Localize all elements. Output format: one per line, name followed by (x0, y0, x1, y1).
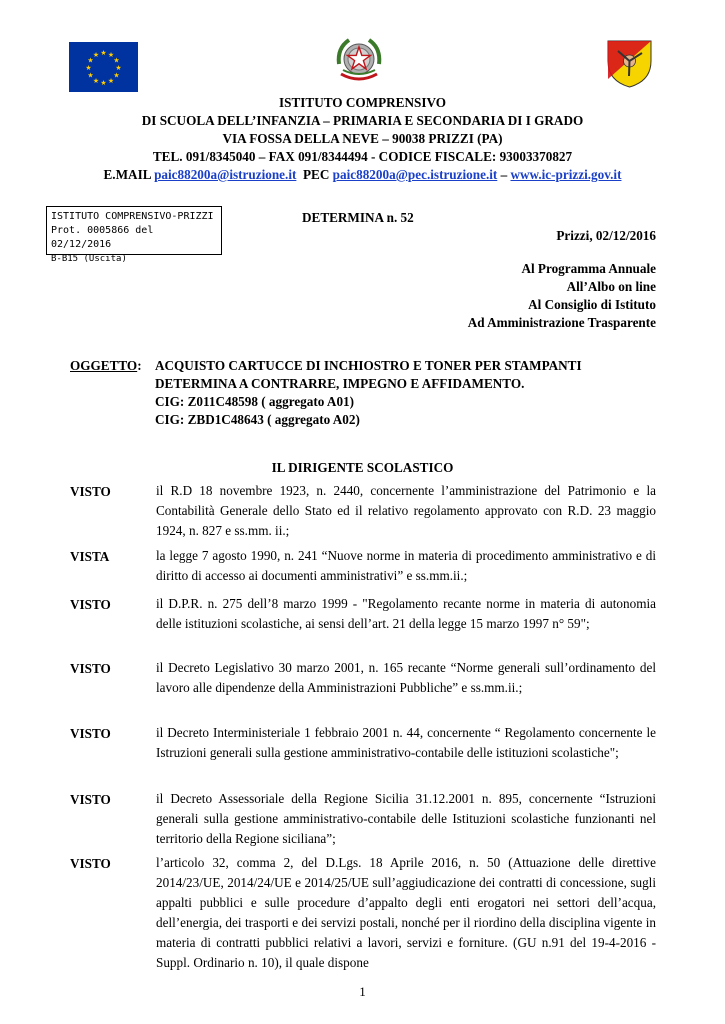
recipients-list (468, 260, 656, 332)
page-number: 1 (359, 984, 366, 999)
visto-label: VISTO (70, 661, 111, 676)
stamp-class: B-B15 (Uscita) (51, 254, 127, 264)
dirigente-heading: IL DIRIGENTE SCOLASTICO (271, 460, 454, 475)
institute-phone-fax-cf: TEL. 091/8345040 – FAX 091/8344494 - CODICE FISCALE: 93003370827 (152, 149, 573, 164)
recipient-item: Ad Amministrazione Trasparente (467, 315, 656, 330)
visto-label: VISTO (70, 856, 111, 871)
email-label: E.MAIL (103, 167, 151, 182)
subject-label: OGGETTO: (70, 358, 142, 373)
recipient-item: All’Albo on line (566, 279, 656, 294)
stamp-institute: ISTITUTO COMPRENSIVO-PRIZZI (51, 211, 214, 222)
determina-number: DETERMINA n. 52 (302, 210, 414, 225)
eu-flag-logo (69, 42, 138, 92)
subject-line: DETERMINA A CONTRARRE, IMPEGNO E AFFIDAMENTO. (155, 376, 525, 391)
visto-text: il R.D 18 novembre 1923, n. 2440, concernente l’amministrazione del Patrimonio e la Contabilità Generale dello Stato ed il relativo regolamento approvato con R.D. 23 maggio 1924, n. 827 e ss.mm. ii.; (156, 483, 656, 538)
eu-star-icon: ★ (113, 71, 120, 80)
website-link[interactable]: www.ic-prizzi.gov.it (510, 167, 622, 182)
visto-text: la legge 7 agosto 1990, n. 241 “Nuove norme in materia di procedimento amministrativo e di diritto di accesso ai documenti amministrativi” e ss.mm.ii.; (156, 548, 656, 583)
visto-label: VISTO (70, 484, 111, 499)
eu-star-icon: ★ (87, 71, 94, 80)
stamp-protocol: Prot. 0005866 del 02/12/2016 (51, 225, 154, 250)
eu-star-icon: ★ (107, 76, 115, 85)
eu-star-icon: ★ (92, 51, 100, 60)
sicily-region-logo (606, 39, 653, 89)
subject-line: CIG: Z011C48598 ( aggregato A01) (155, 394, 355, 409)
visto-text: l’articolo 32, comma 2, del D.Lgs. 18 Aprile 2016, n. 50 (Attuazione delle direttive 2014/23/UE, 2014/24/UE e 2014/25/UE sull’aggiudicazione dei contratti di concessione, sugli appalti pubblici e sulle procedure d’appalto degli enti erogatori nei settori dell’acqua, dell’energia, dei trasporti e dei servizi postali, nonché per il riordino della disciplina vigente in materia di contratti pubblici relativi a lavori, servizi e forniture. (GU n.91 del 19-4-2016 - Suppl. Ordinario n. 10), il quale dispone (156, 855, 656, 970)
institute-name: ISTITUTO COMPRENSIVO (279, 95, 446, 110)
eu-star-icon: ★ (87, 56, 94, 65)
eu-star-icon: ★ (115, 64, 122, 72)
institute-school-type: DI SCUOLA DELL’INFANZIA – PRIMARIA E SECONDARIA DI I GRADO (141, 113, 584, 128)
subject-lines (155, 357, 582, 429)
visto-text: il Decreto Assessoriale della Regione Sicilia 31.12.2001 n. 895, concernente “Istruzioni generali sulla gestione amministrativo-contabile delle Istituzioni scolastiche funzionanti nel territorio della Regione siciliana”; (156, 791, 656, 846)
visto-text: il Decreto Legislativo 30 marzo 2001, n. 165 recante “Norme generali sull’ordinamento del lavoro alle dipendenze della Amministrazioni Pubbliche” e ss.mm.ii.; (156, 660, 656, 695)
place-date: Prizzi, 02/12/2016 (556, 228, 656, 243)
eu-star-icon: ★ (107, 51, 115, 60)
visto-text: il D.P.R. n. 275 dell’8 marzo 1999 - "Regolamento recante norme in materia di autonomia delle istituzioni scolastiche, ai sensi dell’art. 21 della legge 15 marzo 1997 n° 59"; (156, 596, 656, 631)
visto-label: VISTO (70, 597, 111, 612)
eu-star-icon: ★ (100, 49, 107, 57)
subject-line: ACQUISTO CARTUCCE DI INCHIOSTRO E TONER PER STAMPANTI (155, 358, 582, 373)
eu-star-icon: ★ (85, 64, 92, 72)
visto-label: VISTO (70, 792, 111, 807)
institute-contacts (0, 166, 725, 184)
italian-republic-emblem (333, 34, 385, 86)
subject-line: CIG: ZBD1C48643 ( aggregato A02) (155, 412, 360, 427)
eu-star-icon: ★ (113, 56, 120, 65)
pec-label: PEC (302, 167, 330, 182)
eu-star-icon: ★ (92, 76, 100, 85)
recipient-item: Al Programma Annuale (521, 261, 656, 276)
eu-star-icon: ★ (100, 79, 107, 87)
institute-address: VIA FOSSA DELLA NEVE – 90038 PRIZZI (PA) (222, 131, 503, 146)
email-link[interactable]: paic88200a@istruzione.it (154, 167, 297, 182)
pec-link[interactable]: paic88200a@pec.istruzione.it (332, 167, 498, 182)
contacts-dash: – (500, 167, 508, 182)
recipient-item: Al Consiglio di Istituto (528, 297, 656, 312)
visto-label: VISTA (70, 549, 110, 564)
visto-label: VISTO (70, 726, 111, 741)
visto-text: il Decreto Interministeriale 1 febbraio 2001 n. 44, concernente “ Regolamento concernente le Istruzioni generali sulla gestione amministrativo-contabile delle istituzioni scolastiche"; (156, 725, 656, 760)
protocol-stamp (46, 206, 222, 264)
